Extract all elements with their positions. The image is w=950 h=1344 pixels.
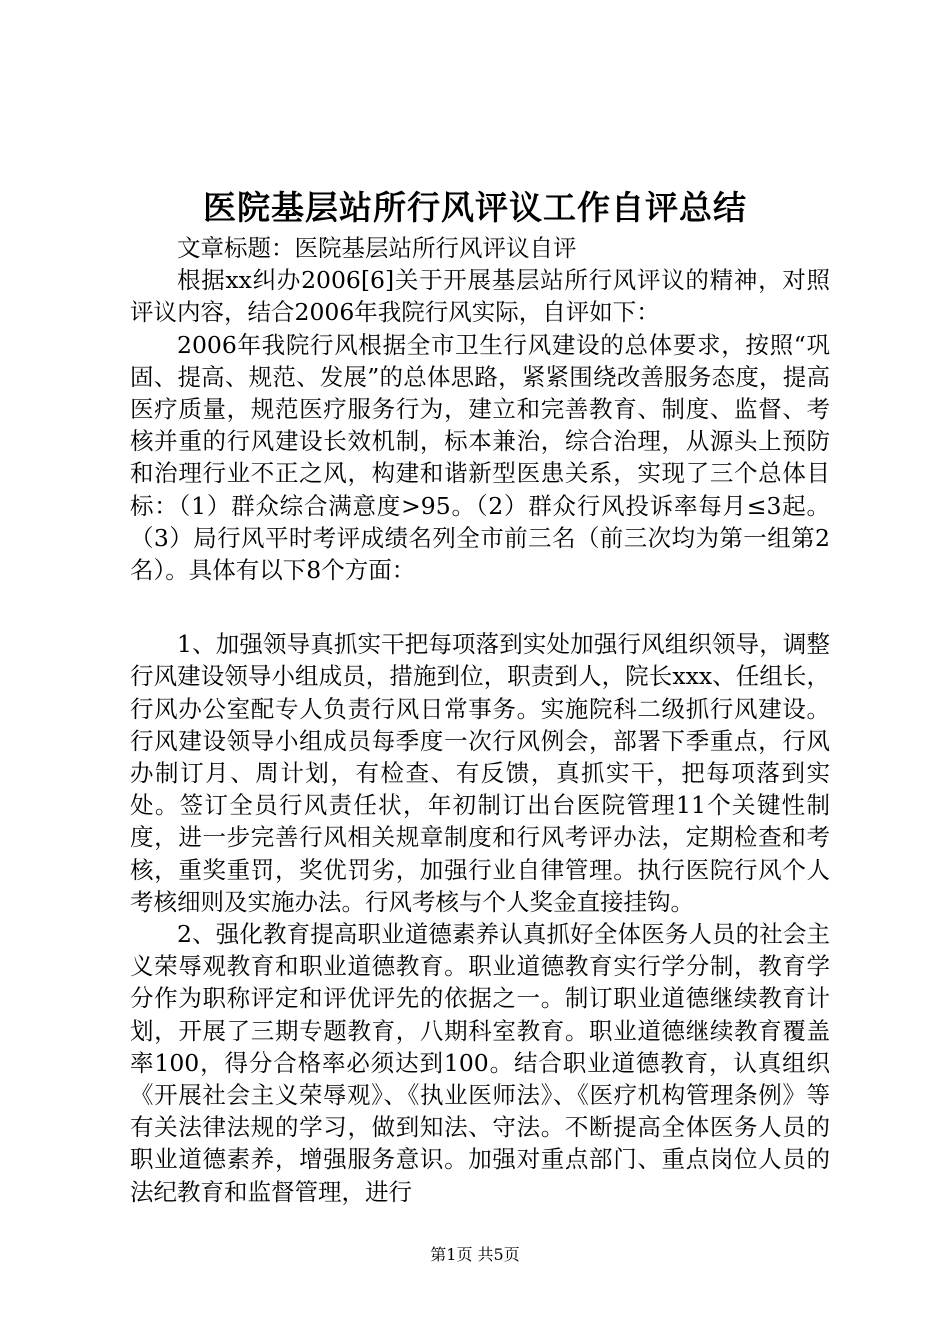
section-2-paragraph: 2、强化教育提高职业道德素养认真抓好全体医务人员的社会主义荣辱观教育和职业道德教育。职业道德教育实行学分制，教育学分作为职称评定和评优评先的依据之一。制订职业道德继续教育计划，开展了三期专题教育，八期科室教育。职业道德继续教育覆盖率100，得分合格率必须达到100。结合职业道德教育，认真组织《开展社会主义荣辱观》、《执业医师法》、《医疗机构管理条例》等有关法律法规的学习，做到知法、守法。不断提高全体医务人员的职业道德素养，增强服务意识。加强对重点部门、重点岗位人员的法纪教育和监督管理，进行 [130,920,830,1206]
intro-paragraph: 根据xx纠办2006[6]关于开展基层站所行风评议的精神，对照评议内容，结合2006年我院行风实际，自评如下： [130,266,830,327]
document-title: 医院基层站所行风评议工作自评总结 [203,188,747,227]
document-body [130,232,830,1208]
paragraph-spacer [130,586,830,628]
article-title-line: 文章标题：医院基层站所行风评议自评 [177,234,577,262]
section-1-paragraph: 1、加强领导真抓实干把每项落到实处加强行风组织领导，调整行风建设领导小组成员，措施到位，职责到人，院长xxx、任组长，行风办公室配专人负责行风日常事务。实施院科二级抓行风建设。行风建设领导小组成员每季度一次行风例会，部署下季重点，行风办制订月、周计划，有检查、有反馈，真抓实干，把每项落到实处。签订全员行风责任状，年初制订出台医院管理11个关键性制度，进一步完善行风相关规章制度和行风考评办法，定期检查和考核，重奖重罚，奖优罚劣，加强行业自律管理。执行医院行风个人考核细则及实施办法。行风考核与个人奖金直接挂钩。 [130,630,830,916]
overview-paragraph: 2006年我院行风根据全市卫生行风建设的总体要求，按照“巩固、提高、规范、发展”的总体思路，紧紧围绕改善服务态度，提高医疗质量，规范医疗服务行为，建立和完善教育、制度、监督、考核并重的行风建设长效机制，标本兼治，综合治理，从源头上预防和治理行业不正之风，构建和谐新型医患关系，实现了三个总体目标：（1）群众综合满意度>95。（2）群众行风投诉率每月≤3起。（3）局行风平时考评成绩名列全市前三名（前三次均为第一组第2名）。具体有以下8个方面： [130,330,830,585]
page-number-footer: 第1页 共5页 [430,1245,520,1264]
